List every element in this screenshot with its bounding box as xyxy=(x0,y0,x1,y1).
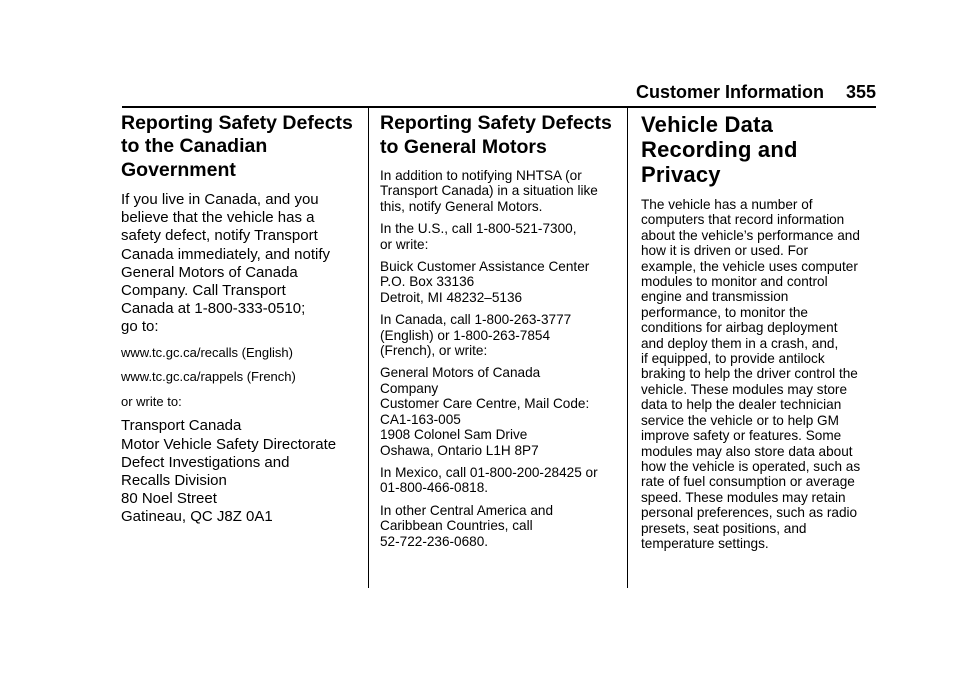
title-line: Reporting Safety Defects xyxy=(380,112,612,134)
text-line: Canada immediately, and notify xyxy=(121,245,331,263)
paragraph-canada-address xyxy=(380,365,618,457)
title-line: Vehicle Data xyxy=(641,112,774,137)
text-line: Canada at 1-800-333-0510; xyxy=(121,300,306,318)
text-line: conditions for airbag deployment xyxy=(641,320,838,336)
text-line: about the vehicle’s performance and xyxy=(641,227,860,243)
text-line: braking to help the driver control the xyxy=(641,366,858,382)
header-section-name: Customer Information xyxy=(636,82,825,102)
title-line: to the Canadian xyxy=(121,135,268,157)
text-line: (English) or 1-800-263-7854 xyxy=(380,327,551,343)
url-french: www.tc.gc.ca/rappels (French) xyxy=(121,369,296,385)
text-line: personal preferences, such as radio xyxy=(641,505,858,521)
section-title-general-motors xyxy=(380,112,618,159)
text-line: go to: xyxy=(121,318,159,336)
text-line: The vehicle has a number of xyxy=(641,197,813,212)
text-line: General Motors of Canada xyxy=(121,263,298,281)
text-line: modules may also store data about xyxy=(641,443,853,459)
text-line: Company. Call Transport xyxy=(121,282,286,300)
text-line: Caribbean Countries, call xyxy=(380,518,533,534)
text-line: In addition to notifying NHTSA (or xyxy=(380,168,582,183)
running-header xyxy=(636,80,876,104)
text-line: vehicle. These modules may store xyxy=(641,381,848,397)
section-title-vehicle-data xyxy=(641,112,881,187)
text-line: General Motors of Canada xyxy=(380,365,541,381)
text-line: service the vehicle or to help GM xyxy=(641,412,839,428)
text-line: 01-800-466-0818. xyxy=(380,480,489,496)
text-line: Customer Care Centre, Mail Code: xyxy=(380,396,590,412)
paragraph-mexico-call xyxy=(380,465,618,496)
text-line: presets, seat positions, and xyxy=(641,520,807,536)
text-line: if equipped, to provide antilock xyxy=(641,351,825,367)
text-line: CA1-163-005 xyxy=(380,411,461,427)
text-line: safety defect, notify Transport xyxy=(121,227,318,245)
address-line: Transport Canada xyxy=(121,417,242,435)
title-line: Recording and xyxy=(641,137,798,162)
text-line: computers that record information xyxy=(641,212,845,228)
address-line: Motor Vehicle Safety Directorate xyxy=(121,435,337,453)
address-line: Gatineau, QC J8Z 0A1 xyxy=(121,508,273,526)
text-line: example, the vehicle uses computer xyxy=(641,258,858,274)
text-line: Buick Customer Assistance Center xyxy=(380,259,590,275)
title-line: Privacy xyxy=(641,162,721,187)
intro-paragraph xyxy=(121,191,361,337)
text-line: performance, to monitor the xyxy=(641,304,808,320)
text-line: Company xyxy=(380,380,439,396)
column-divider-1 xyxy=(368,108,369,588)
or-write-to: or write to: xyxy=(121,393,182,409)
text-line: modules to monitor and control xyxy=(641,274,828,290)
text-line: In Canada, call 1-800-263-3777 xyxy=(380,312,572,328)
text-line: how the vehicle is operated, such as xyxy=(641,458,861,474)
text-line: temperature settings. xyxy=(641,535,769,551)
column-divider-2 xyxy=(627,108,628,588)
text-line: 52-722-236-0680. xyxy=(380,533,489,549)
text-line: Transport Canada) in a situation like xyxy=(380,183,598,199)
text-line: improve safety or features. Some xyxy=(641,428,842,444)
header-rule xyxy=(122,106,876,108)
paragraph-central-america-call xyxy=(380,503,618,549)
paragraph-canada-call xyxy=(380,312,618,358)
text-line: how it is driven or used. For xyxy=(641,243,808,259)
column-canadian-government xyxy=(121,112,361,527)
text-line: 1908 Colonel Sam Drive xyxy=(380,427,528,443)
text-line: P.O. Box 33136 xyxy=(380,274,475,290)
text-line: believe that the vehicle has a xyxy=(121,209,315,227)
paragraph-us-call xyxy=(380,221,618,252)
transport-canada-address xyxy=(121,417,361,526)
paragraph-notify-gm xyxy=(380,168,618,214)
column-vehicle-data xyxy=(641,112,881,551)
address-line: Recalls Division xyxy=(121,472,227,490)
text-line: If you live in Canada, and you xyxy=(121,191,319,208)
text-line: Detroit, MI 48232–5136 xyxy=(380,289,523,305)
address-line: 80 Noel Street xyxy=(121,490,217,508)
title-line: to General Motors xyxy=(380,136,547,158)
section-title-canadian-government xyxy=(121,112,361,182)
vehicle-data-paragraph xyxy=(641,197,881,551)
text-line: this, notify General Motors. xyxy=(380,198,543,214)
text-line: In other Central America and xyxy=(380,502,554,518)
text-line: engine and transmission xyxy=(641,289,789,305)
text-line: In Mexico, call 01-800-200-28425 or xyxy=(380,464,598,480)
text-line: Oshawa, Ontario L1H 8P7 xyxy=(380,442,539,458)
text-line: speed. These modules may retain xyxy=(641,489,846,505)
title-line: Government xyxy=(121,159,236,181)
address-line: Defect Investigations and xyxy=(121,453,290,471)
column-general-motors xyxy=(380,112,618,549)
text-line: rate of fuel consumption or average xyxy=(641,474,855,490)
url-english: www.tc.gc.ca/recalls (English) xyxy=(121,344,293,360)
text-line: data to help the dealer technician xyxy=(641,397,842,413)
text-line: In the U.S., call 1-800-521-7300, xyxy=(380,221,577,237)
title-line: Reporting Safety Defects xyxy=(121,112,353,134)
paragraph-us-address xyxy=(380,259,618,305)
page-number: 355 xyxy=(845,82,876,102)
text-line: or write: xyxy=(380,236,429,252)
text-line: (French), or write: xyxy=(380,343,488,359)
text-line: and deploy them in a crash, and, xyxy=(641,335,839,351)
